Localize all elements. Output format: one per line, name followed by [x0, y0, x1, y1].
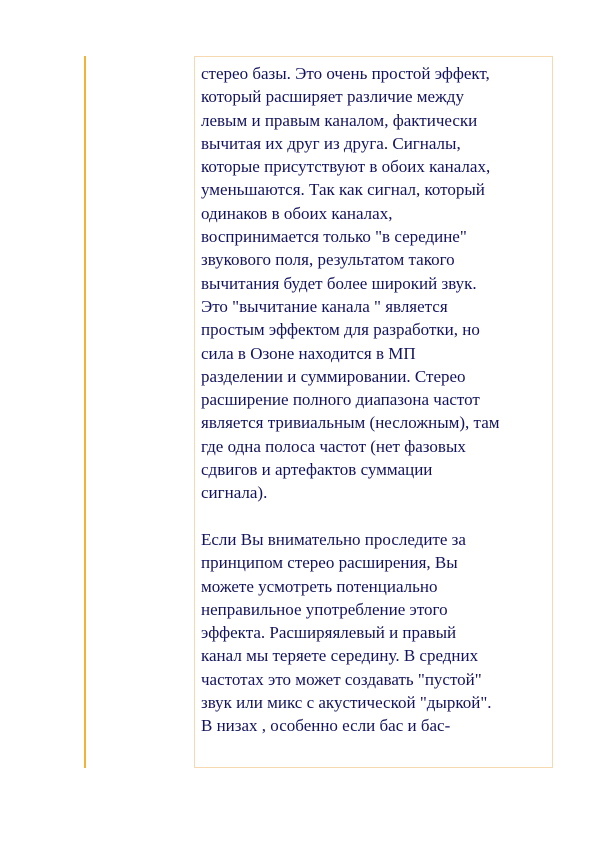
text-line: уменьшаются. Так как сигнал, который — [201, 180, 485, 200]
text-line: является тривиальным (несложным), там — [201, 413, 500, 433]
paragraph-gap — [201, 505, 551, 528]
text-line: звукового поля, результатом такого — [201, 250, 455, 270]
text-line: сигнала). — [201, 483, 268, 503]
text-line: неправильное употребление этого — [201, 599, 448, 619]
text-line: эффекта. Расширяялевый и правый — [201, 623, 457, 643]
text-line: простым эффектом для разработки, но — [201, 320, 480, 340]
margin-rule — [84, 56, 86, 768]
text-line: Это "вычитание канала " является — [201, 296, 448, 316]
text-line: канал мы теряете середину. В средних — [201, 646, 479, 666]
text-line: вычитая их друг из друга. Сигналы, — [201, 133, 461, 153]
text-line: где одна полоса частот (нет фазовых — [201, 436, 466, 456]
text-line: стерео базы. Это очень простой эффект, — [201, 64, 490, 83]
text-line: воспринимается только "в середине" — [201, 227, 467, 247]
text-line: принципом стерео расширения, Вы — [201, 553, 458, 573]
text-line: вычитания будет более широкий звук. — [201, 273, 477, 293]
text-line: можете усмотреть потенциально — [201, 576, 438, 596]
text-line: сдвигов и артефактов суммации — [201, 460, 433, 480]
text-line: которые присутствуют в обоих каналах, — [201, 157, 491, 177]
text-line: частотах это может создавать "пустой" — [201, 669, 482, 689]
text-line: В низах , особенно если бас и бас- — [201, 716, 451, 736]
text-line: расширение полного диапазона частот — [201, 390, 480, 410]
text-line: сила в Озоне находится в МП — [201, 343, 416, 363]
text-line: Если Вы внимательно проследите за — [201, 529, 466, 549]
text-column — [201, 62, 551, 738]
text-line: левым и правым каналом, фактически — [201, 110, 478, 130]
text-line: одинаков в обоих каналах, — [201, 203, 393, 223]
paragraph — [201, 62, 551, 505]
text-line: разделении и суммировании. Стерео — [201, 366, 466, 386]
text-line: который расширяет различие между — [201, 87, 464, 107]
paragraph — [201, 528, 551, 738]
text-line: звук или микс с акустической "дыркой". — [201, 693, 492, 713]
